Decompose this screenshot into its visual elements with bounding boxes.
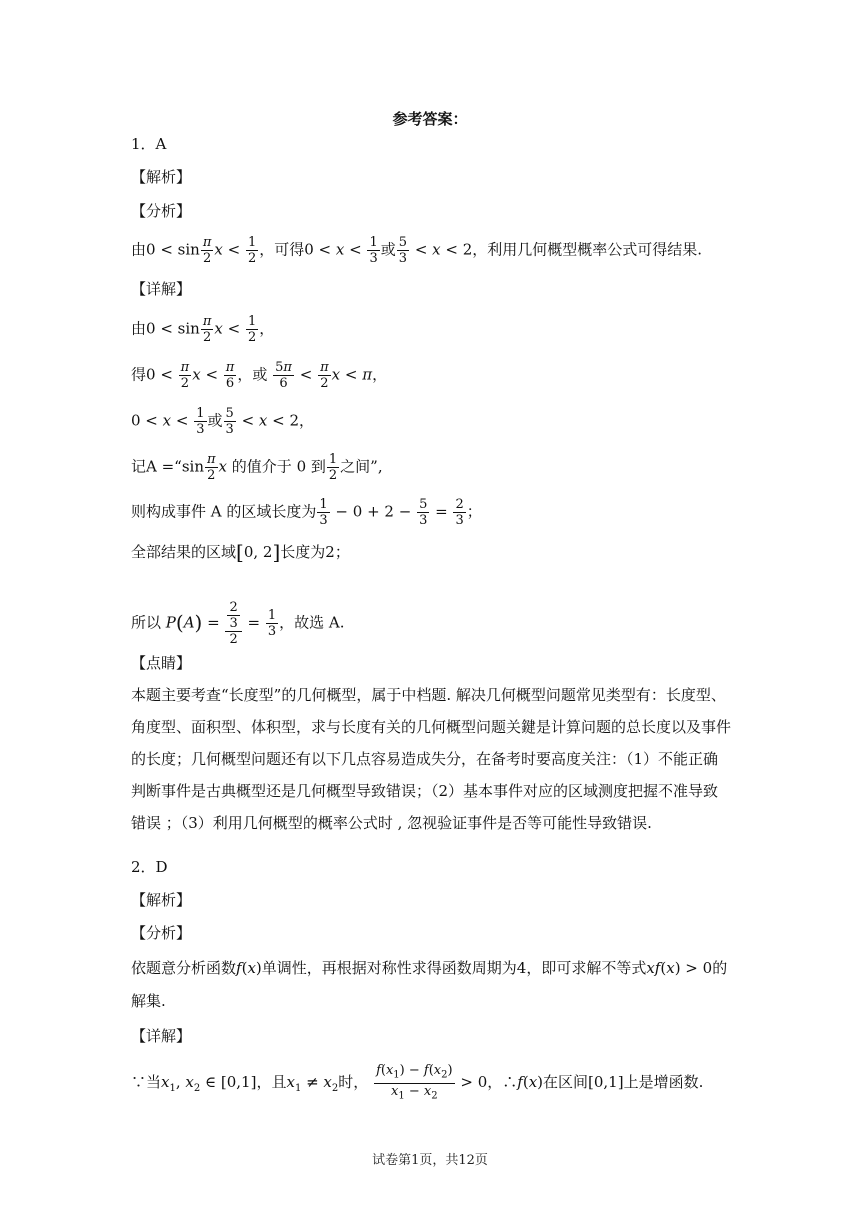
q2-analysis-line-2: 解集. [131, 992, 166, 1010]
q1-jiexi-heading: 【解析】 [131, 168, 192, 186]
q2-analysis-line: 依题意分析函数f(x)单调性，再根据对称性求得函数周期为4，即可求解不等式xf(x) > 0的 [131, 959, 728, 977]
q2-number: 2．D [131, 858, 168, 876]
q1-detail-line-6: 全部结果的区域[0, 2]长度为2； [131, 540, 350, 564]
q2-xiangjie-heading: 【详解】 [131, 1027, 192, 1045]
q1-detail-line-7: 所以 P(A) = $\frac{\frac{2}{3}}{2}$ = $\frac{1}{3}$ ，故选 A. [131, 600, 345, 647]
q1-detail-line-2: 得0 < $\frac{\pi}{2}$ x < $\frac{\pi}{6}$ ，或 $\frac{5\pi}{6}$ < $\frac{\pi}{2}$ x < π， [131, 360, 388, 391]
q1-comment-paragraph: 本题主要考查“长度型”的几何概型，属于中档题. 解决几何概型问题常见类型有：长度型、角度型、面积型、体积型，求与长度有关的几何概型问题关鍵是计算问题的总长度以及事件的长度；几何概型问题还有以下几点容易造成失分，在备考时要高度关注：（1）不能正确判断事件是古典概型还是几何概型导致错误；（2）基本事件对应的区域测度把握不准导致错误 ；（3）利用几何概型的概率公式时 , 忽视验证事件是否等可能性导致错误. [131, 686, 732, 832]
q1-detail-line-5: 则构成事件 A 的区域长度为 $\frac{1}{3}$ − 0 + 2 − $\frac{5}{3}$ = $\frac{2}{3}$ ； [131, 497, 482, 528]
page-footer: 试卷第1页，共12页 [372, 1153, 488, 1168]
q1-number: 1．A [131, 135, 167, 153]
q2-fenxi-heading: 【分析】 [131, 924, 192, 942]
q1-analysis-line: 由0 < sin $\frac{\pi}{2}$ x < $\frac{1}{2}$ ，可得0 < x < $\frac{1}{3}$ 或 $\frac{5}{3}$ < x < 2，利用几何概型概率公式可得结果. [131, 235, 703, 266]
q1-detail-line-3: 0 < x < $\frac{1}{3}$ 或 $\frac{5}{3}$ < x < 2， [131, 406, 315, 437]
q1-dianjing-heading: 【点睛】 [131, 654, 192, 672]
q2-jiexi-heading: 【解析】 [131, 891, 192, 909]
q1-detail-line-4: 记A =“sin $\frac{\pi}{2}$ x 的值介于 0 到 $\frac{1}{2}$ 之间”, [131, 452, 383, 483]
q1-fenxi-heading: 【分析】 [131, 202, 192, 220]
q2-detail-line-1: ∵当$x_1$, $x_2$ ∈ [0,1]，且$x_1 \ne x_2$时， $\frac{f(x_1) - f(x_2)}{x_1 - x_2}$ > 0，∴f(x)在区间[0,1]上是增函数. [131, 1063, 704, 1102]
q1-detail-line-1: 由0 < sin $\frac{\pi}{2}$ x < $\frac{1}{2}$ ， [131, 314, 275, 345]
page-title: 参考答案： [392, 110, 468, 128]
q1-xiangjie-heading: 【详解】 [131, 280, 192, 298]
